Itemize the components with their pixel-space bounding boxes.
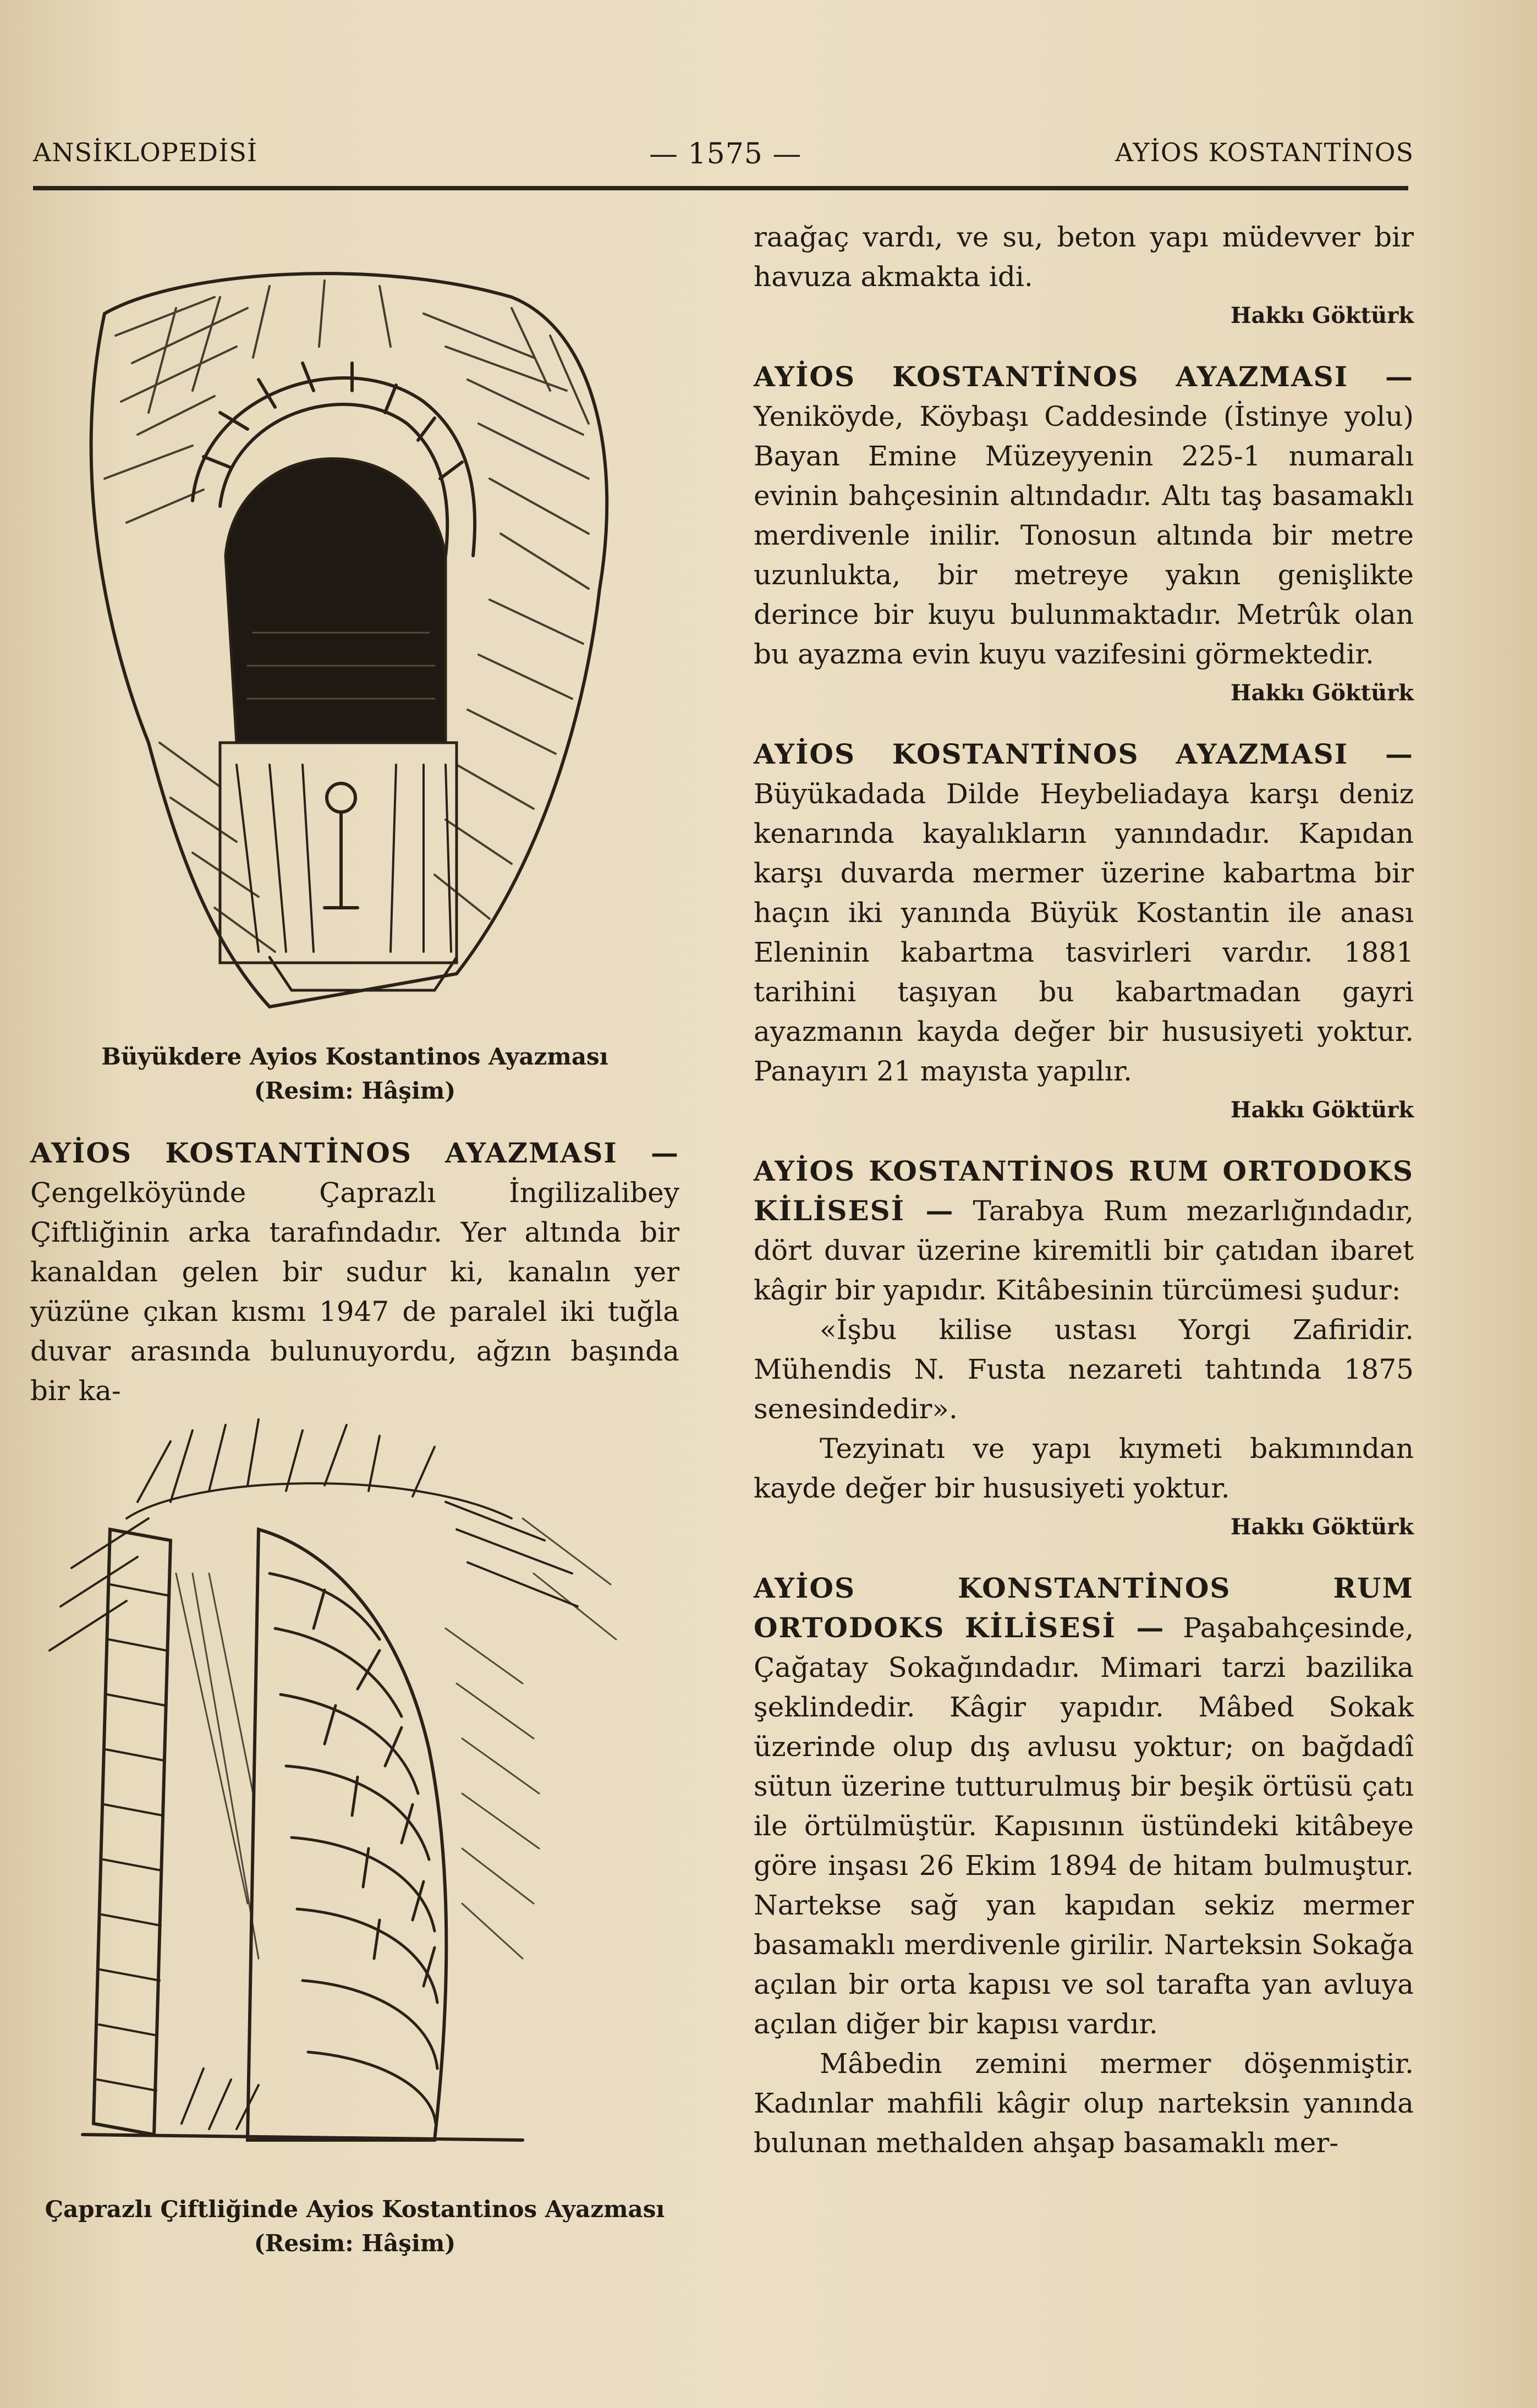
sketch-wall-illustration xyxy=(28,1408,638,2179)
sketch-arch-illustration xyxy=(39,248,622,1029)
entry5-text2: Mâbedin zemini mermer döşenmiştir. Kadınlar mahfili kâgir olup narteksin yanında bulunan methalden ahşap basamaklı mer- xyxy=(754,2048,1414,2159)
figure1-caption xyxy=(30,1040,679,1108)
left-column xyxy=(30,1040,679,1108)
left-entry xyxy=(30,1133,679,1411)
signature-3: Hakkı Göktürk xyxy=(1230,1097,1414,1123)
figure2-caption-line1: Çaprazlı Çiftliğinde Ayios Kostantinos Ayazması xyxy=(45,2196,665,2223)
entry2-heading: AYİOS KOSTANTİNOS AYAZMASI — xyxy=(754,360,1414,393)
figure1-caption-line2: (Resim: Hâşim) xyxy=(254,1077,456,1104)
entry4-text2: Tezyinatı ve yapı kıymeti bakımından kayde değer bir hususiyeti yoktur. xyxy=(754,1433,1414,1504)
signature-2: Hakkı Göktürk xyxy=(1230,680,1414,706)
entry4-heading: AYİOS KOSTANTİNOS RUM ORTODOKS KİLİSESİ — xyxy=(754,1155,1414,1227)
entry3-paragraph xyxy=(754,734,1414,1091)
entry3-text: Büyükadada Dilde Heybeliadaya karşı deniz kenarında kayalıkların yanındadır. Kapıdan karşı duvarda mermer üzerine kabartma bir haçın iki yanında Büyük Kostantin ile anası Eleninin kabartma tasvirleri vardır. 1881 tarihini taşıyan bu kabartmadan gayri ayazmanın kayda değer bir hususiyeti yoktur. Panayırı 21 mayısta yapılır. xyxy=(754,778,1414,1087)
entry5-text: Paşabahçesinde, Çağatay Sokağındadır. Mimari tarzi bazilika şeklindedir. Kâgir yapıdır. Mâbed Sokak üzerinde olup dış avlusu yoktur; on bağdadî sütun üzerine tutturulmuş bir beşik örtüsü çatı ile örtülmüştür. Kapısının üstündeki kitâbeye göre inşası 26 Ekim 1894 de hitam bulmuştur. Nartekse sağ yan kapıdan sekiz mermer basamaklı merdivenle girilir. Narteksin Sokağa açılan bir orta kapısı ve sol tarafta yan avluya açılan diğer bir kapısı vardır. xyxy=(754,1612,1414,2040)
left-entry-heading: AYİOS KOSTANTİNOS AYAZMASI — xyxy=(30,1137,679,1169)
running-header xyxy=(33,132,1414,182)
left-entry-paragraph xyxy=(30,1133,679,1411)
signature-4: Hakkı Göktürk xyxy=(1230,1514,1414,1540)
entry5-paragraph xyxy=(754,1568,1414,2044)
figure-caprazli-ayazma xyxy=(28,1408,638,2179)
page-number: — 1575 — xyxy=(649,138,802,171)
entry4-paragraph xyxy=(754,1151,1414,1310)
left-caption-2 xyxy=(30,2192,679,2261)
left-entry-text: Çengelköyünde Çaprazlı İngilizalibey Çiftliğinin arka tarafındadır. Yer altında bir kanaldan gelen bir sudur ki, kanalın yer yüzüne çıkan kısmı 1947 de paralel iki tuğla duvar arasında bulunuyordu, ağzın başında bir ka- xyxy=(30,1177,679,1407)
entry4-quote: «İşbu kilise ustası Yorgi Zafiridir. Mühendis N. Fusta nezareti tahtında 1875 senesindedir». xyxy=(754,1314,1414,1425)
entry2-paragraph xyxy=(754,357,1414,674)
figure2-caption-line2: (Resim: Hâşim) xyxy=(254,2230,456,2257)
continuation-paragraph: raağaç vardı, ve su, beton yapı müdevver bir havuza akmakta idi. xyxy=(754,221,1414,293)
signature-1: Hakkı Göktürk xyxy=(1230,303,1414,328)
entry5-heading: AYİOS KONSTANTİNOS RUM ORTODOKS KİLİSESİ — xyxy=(754,1572,1414,1644)
right-column xyxy=(754,217,1414,2163)
figure2-caption xyxy=(30,2192,679,2261)
header-rule xyxy=(33,186,1408,190)
header-right: AYİOS KOSTANTİNOS xyxy=(1115,138,1414,167)
figure-buyukdere-ayazma xyxy=(39,248,622,1029)
figure1-caption-line1: Büyükdere Ayios Kostantinos Ayazması xyxy=(101,1043,608,1070)
entry2-text: Yeniköyde, Köybaşı Caddesinde (İstinye yolu) Bayan Emine Müzeyyenin 225-1 numaralı evinin bahçesinin altındadır. Altı taş basamaklı merdivenle inilir. Tonosun altında bir metre uzunlukta, bir metreye yakın genişlikte derince bir kuyu bulunmaktadır. Metrûk olan bu ayazma evin kuyu vazifesini görmektedir. xyxy=(754,401,1414,670)
entry4-text: Tarabya Rum mezarlığındadır, dört duvar üzerine kiremitli bir çatıdan ibaret kâgir bir yapıdır. Kitâbesinin türcümesi şudur: xyxy=(754,1195,1414,1306)
header-left: ANSİKLOPEDİSİ xyxy=(33,138,258,167)
entry3-heading: AYİOS KOSTANTİNOS AYAZMASI — xyxy=(754,738,1414,770)
